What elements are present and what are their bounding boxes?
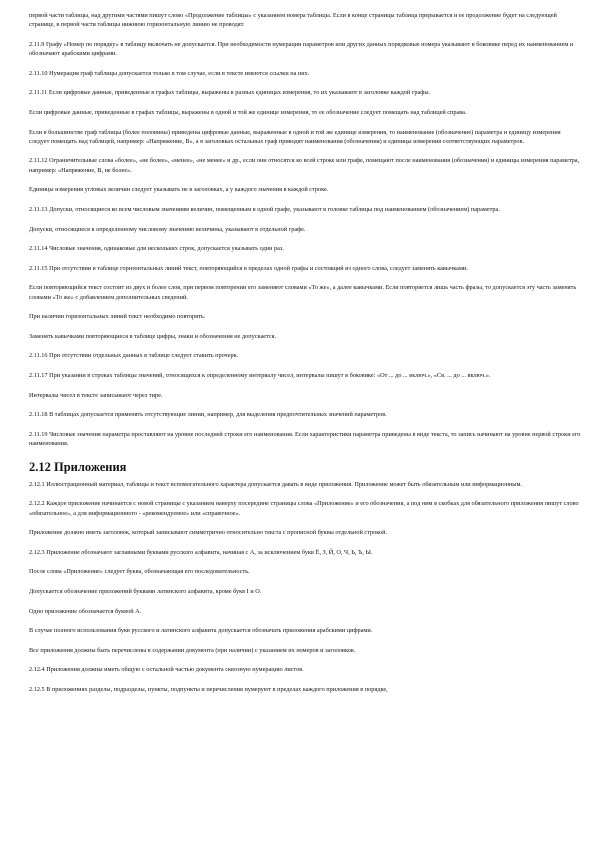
section-heading: 2.12 Приложения <box>29 459 127 474</box>
paragraph-2-12-4: 2.12.4 Приложения должны иметь общую с остальной частью документа сквозную нумерацию листов. <box>29 666 304 674</box>
paragraph-2-11-13: 2.11.13 Допуски, относящиеся ко всем числовым значениям величин, помещенным в одной графе, указывают в головке таблицы под наименованием (обозначением) параметра. <box>29 205 500 213</box>
paragraph-quotes-replacement: Заменять кавычками повторяющиеся в таблице цифры, знаки и обозначения не допускается. <box>29 332 277 340</box>
paragraph-arabic-numbers: В случае полного использования букв русского и латинского алфавита допускается обозначать приложения арабскими цифрами. <box>29 627 373 635</box>
paragraph-table-continuation: первой части таблицы, над другими частями пишут слово «Продолжение таблицы» с указанием номера таблицы. Если в конце страницы таблица прерывается и ее продолжение будет на следующей странице, в первой части таблицы нижнюю горизонтальную линию не проводят. <box>29 12 557 29</box>
paragraph-2-11-9: 2.11.9 Графу «Номер по порядку» в таблицу включать не допускается. При необходимости нумерации параметров или других данных порядковые номера указывают в боковике перед их наименованием и обозначают арабскими цифрами. <box>29 40 574 58</box>
paragraph-angular-units: Единицы измерения угловых величин следует указывать не в заголовках, а у каждого значения в каждой строке. <box>29 186 329 194</box>
paragraph-appendix-letter: После слова «Приложение» следует буква, обозначающая его последовательность. <box>29 568 250 576</box>
paragraph-same-units: Если цифровые данные, приведенные в графах таблицы, выражены в одной и той же единице измерения, то ее обозначение следует помещать над таблицей справа. <box>29 108 467 116</box>
paragraph-intervals: Интервалы чисел в тексте записывают через тире. <box>29 391 163 399</box>
paragraph-repeated-text: Если повторяющийся текст состоит из двух и более слов, при первом повторении его заменяют словами «То же», а далее кавычками. Если повторяется лишь часть фразы, то допускается эту часть заменять словами «То же» с добавлением дополнительных сведений. <box>29 284 577 301</box>
paragraph-2-12-3: 2.12.3 Приложение обозначают заглавными буквами русского алфавита, начиная с А, за исключением букв Ё, З, Й, О, Ч, Ь, Ъ, Ы. <box>29 548 373 556</box>
paragraph-2-11-19: 2.11.19 Числовые значения параметра проставляют на уровне последней строки его наименования. Если характеристики параметра приведены в виде текста, то запись начинают на уровне первой строки его наименования. <box>29 430 581 448</box>
paragraph-2-11-14: 2.11.14 Числовые значения, одинаковые для нескольких строк, допускается указывать один раз. <box>29 245 284 253</box>
paragraph-latin-letters: Допускается обозначение приложений буквами латинского алфавита, кроме букв I и О. <box>29 587 262 595</box>
paragraph-2-11-15: 2.11.15 При отсутствии в таблице горизонтальных линий текст, повторяющийся в пределах одной графы и состоящий из одного слова, следует заменять кавычками. <box>29 264 468 272</box>
paragraph-2-11-11: 2.11.11 Если цифровые данные, приведенные в графах таблицы, выражены в разных единицах измерения, то их указывают в заголовке каждой графы. <box>29 89 431 97</box>
paragraph-tolerances: Допуски, относящиеся к определенному числовому значению величины, указывают в отдельной графе. <box>29 225 306 233</box>
paragraph-2-11-17: 2.11.17 При указании в строках таблицы значений, относящихся к определенному интервалу чисел, интервалы пишут в боковике: «От ... до ... включ.», «Св. ... до ... включ.». <box>29 371 491 379</box>
paragraph-2-11-10: 2.11.10 Нумерация граф таблицы допускается только в том случае, если в тексте имеются ссылки на них. <box>29 69 310 77</box>
paragraph-appendix-title: Приложение должно иметь заголовок, который записывают симметрично относительно текста с прописной буквы отдельной строкой. <box>29 529 388 537</box>
paragraph-single-appendix: Одно приложение обозначается буквой А. <box>29 607 142 615</box>
paragraph-2-11-18: 2.11.18 В таблицах допускается применять отсутствующие линии, например, для выделения предпочтительных значений параметров. <box>29 411 387 419</box>
paragraph-horizontal-lines: При наличии горизонтальных линий текст необходимо повторять. <box>29 313 206 321</box>
paragraph-2-11-12: 2.11.12 Ограничительные слова «более», «не более», «менее», «не менее» и др., если они относятся ко всей строке или графе, помещают после наименования (обозначения) и единицы измерения параметра, например: «Напряжение, В, не более». <box>29 157 580 174</box>
paragraph-2-11-16: 2.11.16 При отсутствии отдельных данных в таблице следует ставить прочерк. <box>29 352 239 360</box>
paragraph-2-12-2: 2.12.2 Каждое приложение начинается с новой страницы с указанием наверху посередине страницы слова «Приложение» и его обозначения, а под ним в скобках для обязательного приложения пишут слово «обязательное», а для информационного - «рекомендуемое» или «справочное». <box>29 500 579 517</box>
paragraph-2-12-1: 2.12.1 Иллюстрационный материал, таблицы и текст вспомогательного характера допускается давать в виде приложения. Приложение может быть обязательным или информационным. <box>29 480 523 488</box>
paragraph-contents-listing: Все приложения должны быть перечислены в содержании документа (при наличии) с указанием их номеров и заголовков. <box>29 646 356 654</box>
paragraph-2-12-5: 2.12.5 В приложениях разделы, подразделы, пункты, подпункты и перечисления нумеруют в пределах каждого приложения в порядке, <box>29 685 388 693</box>
paragraph-majority-units: Если в большинстве граф таблицы (более половины) приведены цифровые данные, выраженные в одной и той же единице измерения, то наименование (обозначение) параметра и единицу измерения следует помещать над таблицей, например: «Напряжение, В», а в заголовках остальных граф приводят наименования (обозначения) и единицы измерения соответствующих параметров. <box>29 128 561 145</box>
